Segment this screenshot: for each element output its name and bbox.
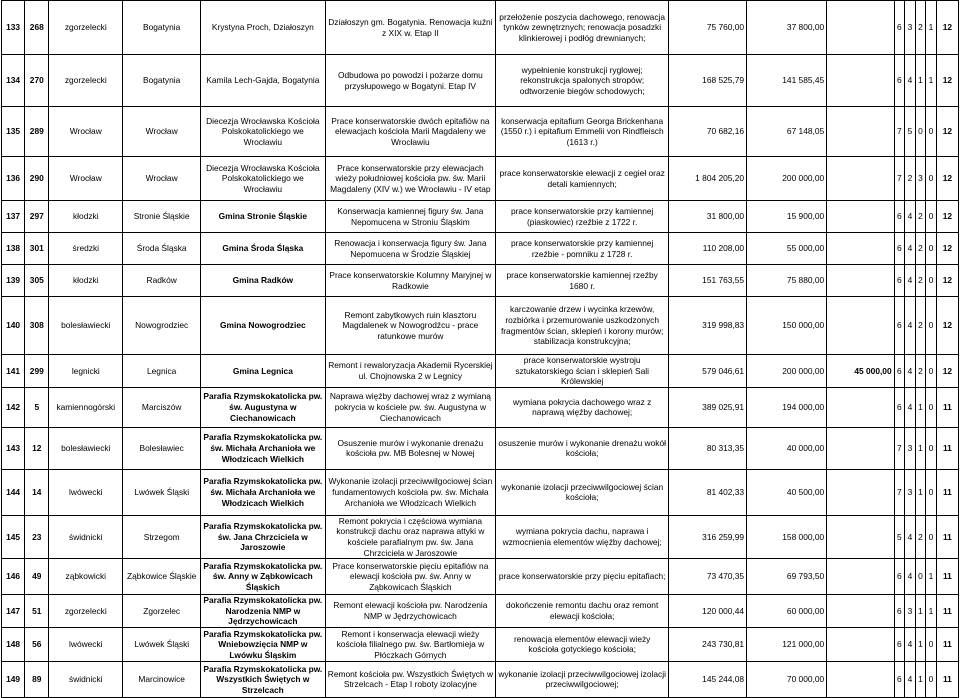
application-id: 301 — [25, 233, 49, 265]
table-row — [2, 595, 959, 628]
work-scope: wykonanie izolacji przeciwwilgociowej izolacji przeciwwilgociowej; — [496, 661, 669, 697]
work-scope: prace konserwatorskie kamiennej rzeźby 1680 r. — [496, 265, 669, 297]
county: lwówecki — [49, 469, 123, 515]
application-id: 289 — [25, 107, 49, 157]
row-number: 136 — [2, 157, 25, 201]
municipality: Marcinowice — [123, 661, 201, 697]
applicant: Parafia Rzymskokatolicka pw. św. Jana Chrzciciela w Jaroszowie — [201, 515, 325, 558]
applicant: Gmina Radków — [201, 265, 325, 297]
score-1: 6 — [894, 355, 905, 388]
applicant: Kamila Lech-Gajda, Bogatynia — [201, 55, 325, 107]
application-id: 12 — [25, 427, 49, 469]
total-cost: 31 800,00 — [669, 201, 747, 233]
requested-amount: 121 000,00 — [747, 627, 827, 661]
total-cost: 168 525,79 — [669, 55, 747, 107]
score-total: 12 — [936, 1, 958, 55]
total-cost: 145 244,08 — [669, 661, 747, 697]
table-row — [2, 265, 959, 297]
score-total: 12 — [936, 355, 958, 388]
score-4: 0 — [926, 515, 937, 558]
total-cost: 151 763,55 — [669, 265, 747, 297]
granted-amount — [827, 265, 894, 297]
project-title: Remont elewacji kościoła pw. Narodzenia NMP w Jędrzychowicach — [325, 595, 496, 628]
score-total: 11 — [936, 427, 958, 469]
row-number: 134 — [2, 55, 25, 107]
total-cost: 81 402,33 — [669, 469, 747, 515]
score-1: 6 — [894, 55, 905, 107]
county: kłodzki — [49, 201, 123, 233]
score-3: 1 — [915, 55, 926, 107]
municipality: Zgorzelec — [123, 595, 201, 628]
project-title: Osuszenie murów i wykonanie drenażu kościoła pw. MB Bolesnej w Nowej — [325, 427, 496, 469]
application-id: 290 — [25, 157, 49, 201]
granted-amount — [827, 157, 894, 201]
score-2: 5 — [905, 107, 916, 157]
work-scope: wymiana pokrycia dachu, naprawa i wzmocnienia elementów więźby dachowej; — [496, 515, 669, 558]
total-cost: 70 682,16 — [669, 107, 747, 157]
county: kłodzki — [49, 265, 123, 297]
project-title: Remont kościoła pw. Wszystkich Świętych w Strzelcach - Etap I roboty izolacyjne — [325, 661, 496, 697]
score-total: 12 — [936, 107, 958, 157]
applicant: Parafia Rzymskokatolicka pw. św. Michała Archanioła we Włodzicach Wielkich — [201, 427, 325, 469]
granted-amount — [827, 1, 894, 55]
granted-amount — [827, 559, 894, 595]
row-number: 133 — [2, 1, 25, 55]
total-cost: 243 730,81 — [669, 627, 747, 661]
score-4: 0 — [926, 355, 937, 388]
municipality: Bogatynia — [123, 55, 201, 107]
municipality: Środa Śląska — [123, 233, 201, 265]
score-3: 1 — [915, 469, 926, 515]
total-cost: 110 208,00 — [669, 233, 747, 265]
applicant: Diecezja Wrocławska Kościoła Polskokatolickiego we Wrocławiu — [201, 157, 325, 201]
score-total: 12 — [936, 55, 958, 107]
score-total: 11 — [936, 661, 958, 697]
score-3: 1 — [915, 427, 926, 469]
score-4: 0 — [926, 387, 937, 427]
score-4: 0 — [926, 427, 937, 469]
county: zgorzelecki — [49, 595, 123, 628]
applicant: Parafia Rzymskokatolicka pw. Wniebowzięcia NMP w Lwówku Śląskim — [201, 627, 325, 661]
table-row — [2, 297, 959, 355]
granted-amount — [827, 595, 894, 628]
work-scope: wykonanie izolacji przeciwwilgociowej ścian kościoła; — [496, 469, 669, 515]
row-number: 137 — [2, 201, 25, 233]
total-cost: 579 046,61 — [669, 355, 747, 388]
work-scope: konserwacja epitafium Georga Brickenhana (1550 r.) i epitafium Emmelii von Rindfleisch (1613 r.) — [496, 107, 669, 157]
total-cost: 80 313,35 — [669, 427, 747, 469]
granted-amount — [827, 201, 894, 233]
row-number: 142 — [2, 387, 25, 427]
score-2: 4 — [905, 265, 916, 297]
score-1: 6 — [894, 627, 905, 661]
municipality: Strzegom — [123, 515, 201, 558]
application-id: 5 — [25, 387, 49, 427]
applicant: Gmina Nowogrodziec — [201, 297, 325, 355]
score-3: 3 — [915, 157, 926, 201]
score-4: 1 — [926, 559, 937, 595]
table-row — [2, 157, 959, 201]
row-number: 138 — [2, 233, 25, 265]
project-title: Remont pokrycia i częściowa wymiana konstrukcji dachu oraz naprawa attyki w kościele parafialnym pw. św. Jana Chrzciciela w Jaroszowie — [325, 515, 496, 558]
requested-amount: 150 000,00 — [747, 297, 827, 355]
requested-amount: 141 585,45 — [747, 55, 827, 107]
application-id: 270 — [25, 55, 49, 107]
score-3: 1 — [915, 627, 926, 661]
requested-amount: 158 000,00 — [747, 515, 827, 558]
county: świdnicki — [49, 661, 123, 697]
project-title: Odbudowa po powodzi i pożarze domu przysłupowego w Bogatyni. Etap IV — [325, 55, 496, 107]
score-1: 7 — [894, 427, 905, 469]
table-row — [2, 355, 959, 388]
row-number: 144 — [2, 469, 25, 515]
requested-amount: 40 500,00 — [747, 469, 827, 515]
total-cost: 319 998,83 — [669, 297, 747, 355]
county: legnicki — [49, 355, 123, 388]
total-cost: 75 760,00 — [669, 1, 747, 55]
score-2: 3 — [905, 595, 916, 628]
table-row — [2, 107, 959, 157]
score-3: 2 — [915, 201, 926, 233]
total-cost: 316 259,99 — [669, 515, 747, 558]
score-4: 0 — [926, 297, 937, 355]
project-title: Naprawa więźby dachowej wraz z wymianą pokrycia w kościele pw. św. Augustyna w Ciechanowicach — [325, 387, 496, 427]
score-3: 1 — [915, 661, 926, 697]
requested-amount: 194 000,00 — [747, 387, 827, 427]
project-title: Wykonanie izolacji przeciwwilgociowej ścian fundamentowych kościoła pw. św. Michała Archanioła we Włodzicach Wielkich — [325, 469, 496, 515]
row-number: 140 — [2, 297, 25, 355]
score-3: 2 — [915, 1, 926, 55]
county: zgorzelecki — [49, 55, 123, 107]
granted-amount — [827, 427, 894, 469]
score-total: 12 — [936, 297, 958, 355]
score-4: 0 — [926, 157, 937, 201]
project-title: Działoszyn gm. Bogatynia. Renowacja kuźni z XIX w. Etap II — [325, 1, 496, 55]
work-scope: wypełnienie konstrukcji ryglowej; rekonstrukcja spalonych stropów; odtworzenie biegów schodowych; — [496, 55, 669, 107]
requested-amount: 200 000,00 — [747, 157, 827, 201]
score-total: 11 — [936, 627, 958, 661]
applicant: Parafia Rzymskokatolicka pw. św. Augustyna w Ciechanowicach — [201, 387, 325, 427]
score-total: 11 — [936, 515, 958, 558]
score-3: 1 — [915, 595, 926, 628]
score-3: 2 — [915, 265, 926, 297]
score-1: 6 — [894, 265, 905, 297]
applicant: Krystyna Proch, Działoszyn — [201, 1, 325, 55]
score-1: 6 — [894, 233, 905, 265]
county: świdnicki — [49, 515, 123, 558]
row-number: 143 — [2, 427, 25, 469]
score-3: 2 — [915, 515, 926, 558]
application-id: 89 — [25, 661, 49, 697]
total-cost: 120 000,44 — [669, 595, 747, 628]
requested-amount: 200 000,00 — [747, 355, 827, 388]
row-number: 148 — [2, 627, 25, 661]
score-3: 0 — [915, 559, 926, 595]
work-scope: renowacja elementów elewacji wieży kościoła gotyckiego kościoła; — [496, 627, 669, 661]
municipality: Lwówek Śląski — [123, 469, 201, 515]
total-cost: 73 470,35 — [669, 559, 747, 595]
score-1: 6 — [894, 201, 905, 233]
granted-amount — [827, 233, 894, 265]
municipality: Marciszów — [123, 387, 201, 427]
county: lwówecki — [49, 627, 123, 661]
total-cost: 1 804 205,20 — [669, 157, 747, 201]
work-scope: prace konserwatorskie wystroju sztukatorskiego ścian i sklepień Sali Królewskiej — [496, 355, 669, 388]
score-2: 3 — [905, 427, 916, 469]
requested-amount: 15 900,00 — [747, 201, 827, 233]
table-row — [2, 201, 959, 233]
score-4: 0 — [926, 233, 937, 265]
granted-amount — [827, 515, 894, 558]
applicant: Gmina Stronie Śląskie — [201, 201, 325, 233]
municipality: Wrocław — [123, 157, 201, 201]
requested-amount: 37 800,00 — [747, 1, 827, 55]
applicant: Gmina Środa Śląska — [201, 233, 325, 265]
granted-amount — [827, 627, 894, 661]
project-title: Konserwacja kamiennej figury św. Jana Nepomucena w Stroniu Śląskim — [325, 201, 496, 233]
total-cost: 389 025,91 — [669, 387, 747, 427]
grants-table — [1, 0, 959, 698]
score-total: 12 — [936, 157, 958, 201]
score-total: 11 — [936, 595, 958, 628]
score-3: 2 — [915, 297, 926, 355]
score-2: 4 — [905, 297, 916, 355]
table-row — [2, 1, 959, 55]
score-4: 0 — [926, 201, 937, 233]
county: średzki — [49, 233, 123, 265]
score-2: 4 — [905, 661, 916, 697]
municipality: Bogatynia — [123, 1, 201, 55]
county: Wrocław — [49, 157, 123, 201]
row-number: 149 — [2, 661, 25, 697]
requested-amount: 55 000,00 — [747, 233, 827, 265]
project-title: Prace konserwatorskie przy elewacjach wieży południowej kościoła pw. św. Marii Magdaleny (XIV w.) we Wrocławiu - IV etap — [325, 157, 496, 201]
municipality: Stronie Śląskie — [123, 201, 201, 233]
county: Wrocław — [49, 107, 123, 157]
score-1: 6 — [894, 661, 905, 697]
score-3: 1 — [915, 387, 926, 427]
municipality: Bolesławiec — [123, 427, 201, 469]
table-row — [2, 559, 959, 595]
granted-amount — [827, 55, 894, 107]
requested-amount: 60 000,00 — [747, 595, 827, 628]
county: bolesławiecki — [49, 427, 123, 469]
application-id: 51 — [25, 595, 49, 628]
granted-amount — [827, 107, 894, 157]
applicant: Parafia Rzymskokatolicka pw. św. Anny w Ząbkowicach Śląskich — [201, 559, 325, 595]
granted-amount — [827, 661, 894, 697]
project-title: Remont zabytkowych ruin klasztoru Magdalenek w Nowogrodźcu - prace ratunkowe murów — [325, 297, 496, 355]
project-title: Remont i rewaloryzacja Akademii Rycerskiej ul. Chojnowska 2 w Legnicy — [325, 355, 496, 388]
score-total: 12 — [936, 201, 958, 233]
work-scope: prace konserwatorskie elewacji z cegieł oraz detali kamiennych; — [496, 157, 669, 201]
table-row — [2, 387, 959, 427]
row-number: 147 — [2, 595, 25, 628]
application-id: 23 — [25, 515, 49, 558]
score-1: 7 — [894, 157, 905, 201]
score-total: 11 — [936, 387, 958, 427]
score-total: 12 — [936, 233, 958, 265]
requested-amount: 69 793,50 — [747, 559, 827, 595]
score-2: 2 — [905, 157, 916, 201]
county: ząbkowicki — [49, 559, 123, 595]
score-2: 3 — [905, 469, 916, 515]
granted-amount: 45 000,00 — [827, 355, 894, 388]
application-id: 49 — [25, 559, 49, 595]
applicant: Parafia Rzymskokatolicka pw. Narodzenia NMP w Jędrzychowicach — [201, 595, 325, 628]
score-1: 6 — [894, 559, 905, 595]
county: zgorzelecki — [49, 1, 123, 55]
score-total: 12 — [936, 265, 958, 297]
work-scope: wymiana pokrycia dachowego wraz z naprawą więźby dachowej; — [496, 387, 669, 427]
work-scope: prace konserwatorskie przy pięciu epitafiach; — [496, 559, 669, 595]
score-1: 6 — [894, 595, 905, 628]
score-2: 4 — [905, 559, 916, 595]
application-id: 308 — [25, 297, 49, 355]
municipality: Legnica — [123, 355, 201, 388]
municipality: Lwówek Śląski — [123, 627, 201, 661]
table-row — [2, 515, 959, 558]
table-row — [2, 661, 959, 697]
score-2: 4 — [905, 627, 916, 661]
row-number: 145 — [2, 515, 25, 558]
application-id: 14 — [25, 469, 49, 515]
score-4: 1 — [926, 55, 937, 107]
application-id: 299 — [25, 355, 49, 388]
score-2: 4 — [905, 515, 916, 558]
table-row — [2, 469, 959, 515]
granted-amount — [827, 469, 894, 515]
work-scope: prace konserwatorskie przy kamiennej rzeźbie - pomniku z 1728 r. — [496, 233, 669, 265]
applicant: Parafia Rzymskokatolicka pw. Wszystkich Świętych w Strzelcach — [201, 661, 325, 697]
score-2: 4 — [905, 201, 916, 233]
row-number: 146 — [2, 559, 25, 595]
score-4: 0 — [926, 265, 937, 297]
work-scope: przełożenie poszycia dachowego, renowacja tynków zewnętrznych; renowacja posadzki klinkierowej i podłóg drewnianych; — [496, 1, 669, 55]
score-4: 0 — [926, 661, 937, 697]
score-1: 6 — [894, 297, 905, 355]
score-4: 1 — [926, 595, 937, 628]
requested-amount: 70 000,00 — [747, 661, 827, 697]
work-scope: karczowanie drzew i wycinka krzewów, rozbiórka i przemurowanie uszkodzonych fragmentów ścian, sklepień i korony murów; stabilizacja konstrukcyjna; — [496, 297, 669, 355]
municipality: Wrocław — [123, 107, 201, 157]
table-row — [2, 55, 959, 107]
applicant: Parafia Rzymskokatolicka pw. św. Michała Archanioła we Włodzicach Wielkich — [201, 469, 325, 515]
table-row — [2, 427, 959, 469]
municipality: Ząbkowice Śląskie — [123, 559, 201, 595]
application-id: 56 — [25, 627, 49, 661]
score-1: 7 — [894, 469, 905, 515]
score-2: 4 — [905, 233, 916, 265]
project-title: Prace konserwatorskie Kolumny Maryjnej w Radkowie — [325, 265, 496, 297]
score-3: 2 — [915, 355, 926, 388]
applicant: Gmina Legnica — [201, 355, 325, 388]
work-scope: osuszenie murów i wykonanie drenażu wokół kościoła; — [496, 427, 669, 469]
project-title: Prace konserwatorskie pięciu epitafiów na elewacji kościoła pw. św. Anny w Ząbkowicach Śląskich — [325, 559, 496, 595]
score-1: 5 — [894, 515, 905, 558]
score-2: 3 — [905, 1, 916, 55]
application-id: 305 — [25, 265, 49, 297]
row-number: 135 — [2, 107, 25, 157]
score-4: 1 — [926, 1, 937, 55]
score-2: 4 — [905, 387, 916, 427]
score-2: 4 — [905, 55, 916, 107]
row-number: 141 — [2, 355, 25, 388]
work-scope: dokończenie remontu dachu oraz remont elewacji kościoła; — [496, 595, 669, 628]
work-scope: prace konserwatorskie przy kamiennej (piaskowiec) rzeźbie z 1722 r. — [496, 201, 669, 233]
project-title: Renowacja i konserwacja figury św. Jana Nepomucena w Środzie Śląskiej — [325, 233, 496, 265]
score-total: 11 — [936, 469, 958, 515]
table-row — [2, 233, 959, 265]
score-1: 6 — [894, 1, 905, 55]
granted-amount — [827, 387, 894, 427]
score-4: 0 — [926, 627, 937, 661]
score-3: 0 — [915, 107, 926, 157]
score-4: 0 — [926, 107, 937, 157]
score-2: 4 — [905, 355, 916, 388]
score-3: 2 — [915, 233, 926, 265]
score-4: 0 — [926, 469, 937, 515]
table-row — [2, 627, 959, 661]
application-id: 297 — [25, 201, 49, 233]
score-1: 7 — [894, 107, 905, 157]
project-title: Prace konserwatorskie dwóch epitafiów na elewacjach kościoła Marii Magdaleny we Wrocławiu — [325, 107, 496, 157]
requested-amount: 75 880,00 — [747, 265, 827, 297]
municipality: Radków — [123, 265, 201, 297]
score-1: 6 — [894, 387, 905, 427]
application-id: 268 — [25, 1, 49, 55]
project-title: Remont i konserwacja elewacji wieży kościoła filialnego pw. św. Bartłomieja w Płóczkach Górnych — [325, 627, 496, 661]
granted-amount — [827, 297, 894, 355]
applicant: Diecezja Wrocławska Kościoła Polskokatolickiego we Wrocławiu — [201, 107, 325, 157]
county: kamiennogórski — [49, 387, 123, 427]
row-number: 139 — [2, 265, 25, 297]
requested-amount: 67 148,05 — [747, 107, 827, 157]
requested-amount: 40 000,00 — [747, 427, 827, 469]
municipality: Nowogrodziec — [123, 297, 201, 355]
county: bolesławiecki — [49, 297, 123, 355]
score-total: 11 — [936, 559, 958, 595]
